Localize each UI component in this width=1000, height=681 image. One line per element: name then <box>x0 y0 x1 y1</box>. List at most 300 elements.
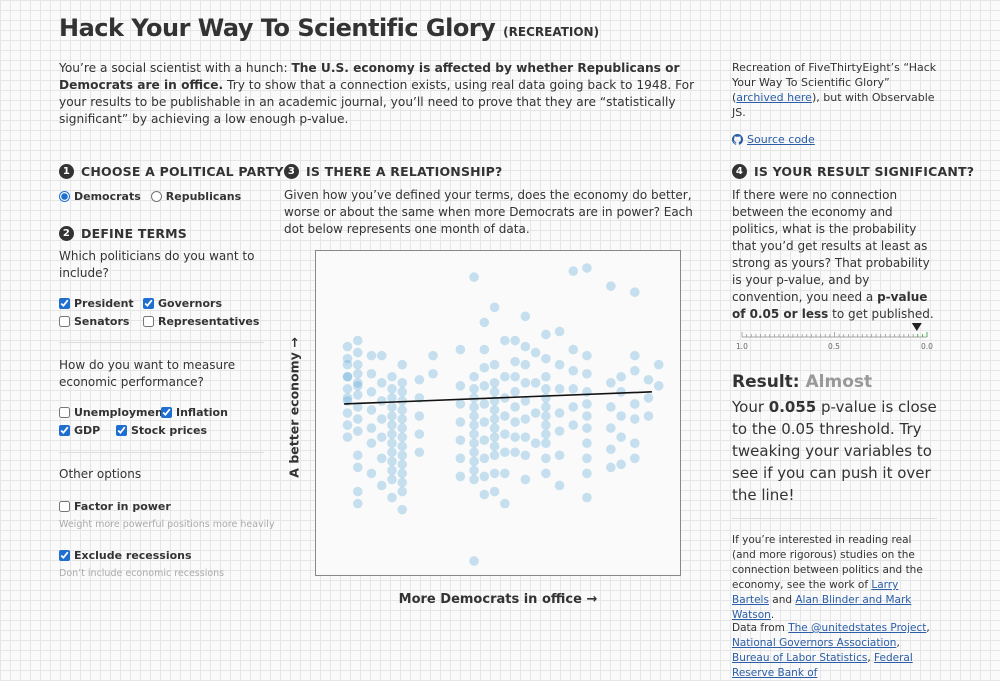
data-point <box>630 438 640 448</box>
data-point <box>490 469 500 479</box>
data-point <box>353 381 363 391</box>
data-point <box>456 381 466 391</box>
data-point <box>555 327 565 337</box>
data-point <box>568 266 578 276</box>
data-point <box>377 454 387 464</box>
data-point <box>353 390 363 400</box>
checkbox-stock-prices[interactable] <box>116 424 207 437</box>
checkbox-governors[interactable] <box>143 297 222 310</box>
data-point <box>480 363 490 373</box>
sidenote <box>732 60 942 147</box>
checkbox-representatives[interactable] <box>143 315 259 328</box>
data-point <box>510 387 520 397</box>
party-radio-group <box>59 190 241 203</box>
data-point <box>353 487 363 497</box>
checkbox-exclude-recessions[interactable] <box>59 549 192 562</box>
data-point <box>521 475 531 485</box>
data-point <box>343 342 353 352</box>
step-1-heading <box>59 164 284 179</box>
unitedstates-link[interactable]: The @unitedstates Project <box>788 622 927 634</box>
step-4-heading <box>732 164 974 179</box>
data-point <box>490 303 500 313</box>
data-point <box>469 475 479 485</box>
data-point <box>377 351 387 361</box>
data-point <box>397 414 407 424</box>
data-point <box>500 469 510 479</box>
checkbox-senators-input[interactable] <box>59 316 70 327</box>
data-point <box>490 387 500 397</box>
scale-label-1: 1.0 <box>736 342 748 351</box>
data-point <box>469 556 479 566</box>
data-from-text: Data from <box>732 622 789 634</box>
data-point <box>397 432 407 442</box>
data-point <box>521 360 531 370</box>
data-point <box>397 387 407 397</box>
data-point <box>367 387 377 397</box>
data-point <box>397 378 407 388</box>
checkbox-president-input[interactable] <box>59 298 70 309</box>
divider <box>59 452 264 453</box>
data-point <box>541 384 551 394</box>
data-point <box>568 345 578 355</box>
data-point <box>490 487 500 497</box>
research-and: and <box>768 594 796 606</box>
data-point <box>387 466 397 476</box>
data-point <box>630 287 640 297</box>
data-point <box>480 381 490 391</box>
data-point <box>480 318 490 328</box>
data-point <box>606 378 616 388</box>
data-point <box>387 429 397 439</box>
data-point <box>469 438 479 448</box>
step-3-number: 3 <box>284 164 299 179</box>
data-point <box>490 414 500 424</box>
data-point <box>343 432 353 442</box>
step-3-heading <box>284 164 503 179</box>
data-point <box>555 408 565 418</box>
data-point <box>616 432 626 442</box>
data-point <box>480 490 490 500</box>
data-point <box>367 423 377 433</box>
data-point <box>469 420 479 430</box>
checkbox-inflation-label: Inflation <box>176 406 228 419</box>
data-point <box>456 417 466 427</box>
data-point <box>582 438 592 448</box>
checkbox-gdp-label: GDP <box>74 424 101 437</box>
checkbox-stock-prices-label: Stock prices <box>131 424 208 437</box>
data-point <box>367 405 377 415</box>
data-point <box>555 426 565 436</box>
data-point <box>387 411 397 421</box>
other-options-title: Other options <box>59 467 142 481</box>
data-point <box>616 460 626 470</box>
data-point <box>541 469 551 479</box>
data-point <box>582 454 592 464</box>
data-point <box>582 263 592 273</box>
data-point <box>353 463 363 473</box>
checkbox-factor-in-power-label: Factor in power <box>74 500 171 513</box>
data-point <box>469 272 479 282</box>
data-point <box>510 357 520 367</box>
data-point <box>606 281 616 291</box>
data-point <box>644 375 654 385</box>
data-point <box>353 450 363 460</box>
data-point <box>377 432 387 442</box>
radio-republicans-input[interactable] <box>151 191 162 202</box>
checkbox-unemployment-label: Unemployment <box>74 406 169 419</box>
checkbox-representatives-label: Representatives <box>158 315 260 328</box>
github-icon <box>732 134 743 145</box>
data-point <box>500 372 510 382</box>
checkbox-senators[interactable] <box>59 315 133 328</box>
data-point <box>630 399 640 409</box>
data-point <box>606 444 616 454</box>
sidenote-text-end: ), but with Observable JS. <box>732 91 935 119</box>
data-point <box>541 429 551 439</box>
source-code-link[interactable]: Source code <box>747 133 815 146</box>
data-point <box>510 402 520 412</box>
data-point <box>367 351 377 361</box>
data-point <box>568 420 578 430</box>
scatter-plot <box>315 250 681 576</box>
radio-republicans-label: Republicans <box>165 190 242 203</box>
data-point <box>397 505 407 515</box>
data-point <box>521 450 531 460</box>
data-point <box>456 472 466 482</box>
intro-text-rest: Try to show that a connection exists, using real data going back to 1948. For your results to be publishable in an academic journal, you’ll need to prove that they are “statistically significant” by achieving a low enough p-value. <box>59 78 695 126</box>
data-point <box>490 360 500 370</box>
data-point <box>415 447 425 457</box>
title-suffix: (RECREATION) <box>503 25 600 39</box>
data-point <box>500 336 510 346</box>
data-point <box>367 469 377 479</box>
data-point <box>541 402 551 412</box>
data-point <box>353 426 363 436</box>
data-point <box>480 399 490 409</box>
data-point <box>415 429 425 439</box>
data-point <box>469 447 479 457</box>
scale-ticks <box>742 332 927 337</box>
data-point <box>606 402 616 412</box>
data-point <box>490 378 500 388</box>
radio-republicans[interactable] <box>151 190 241 203</box>
data-point <box>630 454 640 464</box>
data-point <box>521 378 531 388</box>
data-point <box>353 499 363 509</box>
data-point <box>480 345 490 355</box>
intro-paragraph <box>59 60 719 128</box>
data-point <box>343 372 353 382</box>
data-point <box>387 384 397 394</box>
checkbox-gdp-input[interactable] <box>59 425 70 436</box>
data-point <box>456 435 466 445</box>
research-note <box>732 533 937 623</box>
radio-democrats-input[interactable] <box>59 191 70 202</box>
data-point <box>616 372 626 382</box>
p-value-scale <box>736 320 936 354</box>
checkbox-senators-label: Senators <box>74 315 130 328</box>
exclude-recessions-hint: Don’t include economic recessions <box>59 568 225 579</box>
data-point <box>456 399 466 409</box>
bartels-link[interactable]: Larry Bartels <box>732 579 899 606</box>
bls-link[interactable]: Bureau of Labor Statistics <box>732 652 868 664</box>
step-3-description: Given how you’ve defined your terms, does the economy do better, worse or about the same when more Democrats are in power? Each dot below represents one month of data. <box>284 188 693 236</box>
data-point <box>555 384 565 394</box>
data-point <box>397 487 407 497</box>
data-point <box>521 312 531 322</box>
data-point <box>469 384 479 394</box>
data-point <box>500 429 510 439</box>
checkbox-inflation-input[interactable] <box>161 407 172 418</box>
step-2-heading <box>59 226 187 241</box>
result-text-end: p-value is close to the 0.05 threshold. Try tweaking your variables to see if you can push it over the line! <box>732 398 937 504</box>
result-text-start: Your <box>732 398 769 416</box>
step-2-number: 2 <box>59 226 74 241</box>
data-point <box>469 429 479 439</box>
data-point <box>397 423 407 433</box>
divider <box>732 518 937 519</box>
checkbox-unemployment[interactable] <box>59 406 169 419</box>
intro-text: You’re a social scientist with a hunch: <box>59 61 292 75</box>
data-point <box>630 351 640 361</box>
data-point <box>582 493 592 503</box>
data-point <box>510 417 520 427</box>
data-point <box>582 423 592 433</box>
result-heading <box>732 372 872 392</box>
data-point <box>521 432 531 442</box>
data-point <box>490 441 500 451</box>
data-sources: Data from The @unitedstates Project, National Governors Association, Bureau of Labor Statistics, Federal Reserve Bank of <box>732 622 930 679</box>
checkbox-inflation[interactable] <box>161 406 228 419</box>
factor-in-power-hint: Weight more powerful positions more heavily <box>59 519 275 530</box>
economy-question: How do you want to measure economic performance? <box>59 358 236 389</box>
checkbox-factor-in-power-input[interactable] <box>59 501 70 512</box>
p-value-marker <box>912 323 922 331</box>
archived-link[interactable]: archived here <box>736 91 812 104</box>
data-point <box>469 372 479 382</box>
data-point <box>469 393 479 403</box>
data-point <box>541 372 551 382</box>
data-point <box>555 450 565 460</box>
step-1-title: CHOOSE A POLITICAL PARTY <box>81 164 284 179</box>
data-point <box>541 438 551 448</box>
data-point <box>387 493 397 503</box>
data-point <box>480 435 490 445</box>
fed-link[interactable]: Federal Reserve Bank of <box>732 652 913 679</box>
data-point <box>531 408 541 418</box>
data-point <box>541 420 551 430</box>
checkbox-representatives-input[interactable] <box>143 316 154 327</box>
checkbox-exclude-recessions-input[interactable] <box>59 550 70 561</box>
checkbox-factor-in-power[interactable] <box>59 500 171 513</box>
data-point <box>456 454 466 464</box>
data-point <box>377 481 387 491</box>
checkbox-president-label: President <box>74 297 134 310</box>
checkbox-stock-prices-input[interactable] <box>116 425 127 436</box>
data-point <box>644 393 654 403</box>
measure-checkboxes <box>59 406 228 437</box>
data-point <box>456 345 466 355</box>
step-4-text-end: to get published. <box>828 307 934 321</box>
step-4-title: IS YOUR RESULT SIGNIFICANT? <box>754 164 975 179</box>
data-point <box>510 336 520 346</box>
checkbox-unemployment-input[interactable] <box>59 407 70 418</box>
data-point <box>490 450 500 460</box>
data-point <box>343 360 353 370</box>
data-point <box>531 378 541 388</box>
data-point <box>353 360 363 370</box>
data-point <box>555 360 565 370</box>
intro-hypothesis: The U.S. economy is affected by whether Republicans or Democrats are in office. <box>59 61 680 92</box>
data-point <box>428 369 438 379</box>
research-end: . <box>770 609 775 621</box>
data-point <box>555 481 565 491</box>
research-text: If you’re interested in reading real (and more rigorous) studies on the connection between politics and the economy, see the work of <box>732 534 923 591</box>
data-point <box>387 457 397 467</box>
data-point <box>490 423 500 433</box>
data-point <box>397 469 407 479</box>
data-point <box>397 460 407 470</box>
x-axis-label: More Democrats in office → <box>398 592 598 607</box>
title-text: Hack Your Way To Scientific Glory <box>59 14 496 42</box>
result-label: Result: <box>732 372 806 392</box>
data-point <box>415 411 425 421</box>
data-point <box>480 454 490 464</box>
data-point <box>469 457 479 467</box>
data-point <box>582 469 592 479</box>
data-point <box>377 414 387 424</box>
data-point <box>469 402 479 412</box>
data-point <box>500 411 510 421</box>
data-point <box>541 393 551 403</box>
data-point <box>469 411 479 421</box>
data-point <box>541 330 551 340</box>
data-point <box>397 450 407 460</box>
data-point <box>353 414 363 424</box>
checkbox-president[interactable] <box>59 297 133 310</box>
data-point <box>630 366 640 376</box>
data-point <box>415 375 425 385</box>
data-point <box>500 499 510 509</box>
data-point <box>397 360 407 370</box>
step-4-description <box>732 187 937 323</box>
data-point <box>582 399 592 409</box>
scale-label-0: 0.0 <box>921 342 933 351</box>
data-point <box>582 411 592 421</box>
data-point <box>367 438 377 448</box>
result-p-value: 0.055 <box>768 398 817 416</box>
data-point <box>469 466 479 476</box>
data-point <box>582 351 592 361</box>
politicians-question: Which politicians do you want to include? <box>59 249 255 280</box>
step-4-text: If there were no connection between the economy and politics, what is the probability that you’d get results at least as strong as yours? That probability is your p-value, and by convention, you need a <box>732 188 930 304</box>
divider <box>59 342 264 343</box>
data-point <box>428 351 438 361</box>
data-point <box>606 463 616 473</box>
step-2-title: DEFINE TERMS <box>81 226 187 241</box>
data-point <box>353 348 363 358</box>
scale-label-05: 0.5 <box>828 342 840 351</box>
data-point <box>377 378 387 388</box>
data-point <box>616 387 626 397</box>
data-point <box>490 432 500 442</box>
checkbox-governors-label: Governors <box>158 297 223 310</box>
data-point <box>541 454 551 464</box>
data-point <box>343 420 353 430</box>
data-point <box>377 396 387 406</box>
data-point <box>582 369 592 379</box>
data-point <box>387 420 397 430</box>
data-point <box>387 402 397 412</box>
data-point <box>480 417 490 427</box>
radio-democrats-label: Democrats <box>74 190 141 203</box>
data-point <box>397 405 407 415</box>
data-point <box>353 369 363 379</box>
data-point <box>387 372 397 382</box>
data-point <box>568 402 578 412</box>
data-point <box>397 478 407 488</box>
sidenote-text: Recreation of FiveThirtyEight’s “Hack Your Way To Scientific Glory” ( <box>732 61 937 104</box>
data-point <box>568 384 578 394</box>
step-4-threshold: p-value of 0.05 or less <box>732 290 928 321</box>
step-3-title: IS THERE A RELATIONSHIP? <box>306 164 503 179</box>
data-point <box>568 366 578 376</box>
y-axis-label-wrap <box>284 330 304 490</box>
checkbox-exclude-recessions-label: Exclude recessions <box>74 549 192 562</box>
data-point <box>531 348 541 358</box>
step-4-number: 4 <box>732 164 747 179</box>
data-point <box>644 411 654 421</box>
page-title <box>59 14 599 42</box>
source-code-row[interactable] <box>732 132 942 147</box>
data-point <box>521 342 531 352</box>
checkbox-gdp[interactable] <box>59 424 106 437</box>
data-point <box>387 438 397 448</box>
radio-democrats[interactable] <box>59 190 141 203</box>
politicians-checkboxes <box>59 297 259 328</box>
data-point <box>654 360 664 370</box>
data-point <box>630 414 640 424</box>
data-point <box>490 405 500 415</box>
data-point <box>480 472 490 482</box>
checkbox-governors-input[interactable] <box>143 298 154 309</box>
data-point <box>397 441 407 451</box>
data-point <box>343 393 353 403</box>
result-word: Almost <box>805 372 873 392</box>
data-point <box>343 408 353 418</box>
data-point <box>521 414 531 424</box>
data-point <box>531 438 541 448</box>
data-point <box>510 432 520 442</box>
data-point <box>367 369 377 379</box>
data-point <box>353 336 363 346</box>
data-point <box>616 411 626 421</box>
blinder-watson-link[interactable]: Alan Blinder and Mark Watson <box>732 594 912 621</box>
data-point <box>541 354 551 364</box>
result-text <box>732 396 942 506</box>
data-point <box>510 447 520 457</box>
data-point <box>387 475 397 485</box>
data-point <box>343 384 353 394</box>
data-point <box>654 381 664 391</box>
step-1-number: 1 <box>59 164 74 179</box>
data-point <box>541 411 551 421</box>
data-point <box>387 447 397 457</box>
nga-link[interactable]: National Governors Association <box>732 637 897 649</box>
y-axis-label: A better economy → <box>286 337 302 478</box>
data-point <box>606 423 616 433</box>
data-point <box>510 372 520 382</box>
